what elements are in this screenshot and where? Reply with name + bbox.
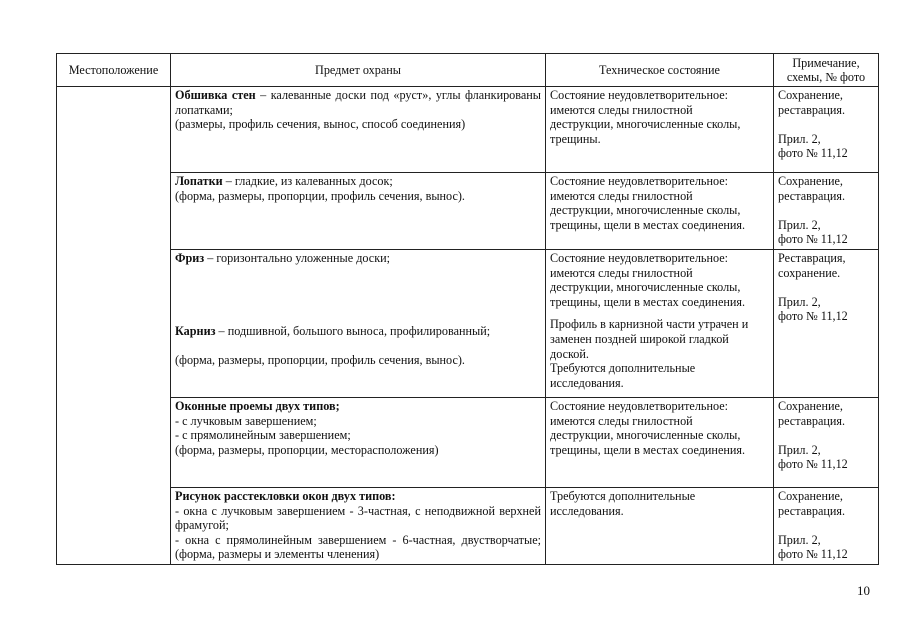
condition-cell [546, 173, 774, 250]
subject-line: (форма, размеры, пропорции, месторасположения) [175, 442, 439, 457]
condition-line: трещины, щели в местах соединения. [550, 294, 746, 309]
subject-title: Обшивка стен [175, 88, 256, 102]
subject-extra: (форма, размеры, пропорции, профиль сечения, вынос). [175, 353, 465, 368]
condition-line: деструкции, многочисленные сколы, [550, 280, 741, 295]
condition-cell [546, 249, 774, 397]
subject-text-cornice: – подшивной, большого выноса, профилированный; [215, 323, 491, 338]
condition-line: Профиль в карнизной части утрачен и [550, 317, 749, 332]
condition-line: доской. [550, 346, 589, 361]
header-location: Местоположение [57, 54, 171, 87]
subject-cell [171, 487, 546, 564]
note-line: реставрация. [778, 413, 846, 428]
header-notes-line1: Примечание, [792, 56, 860, 70]
header-condition: Техническое состояние [546, 54, 774, 87]
notes-cell [774, 397, 879, 487]
note-line: фото № 11,12 [778, 457, 848, 472]
condition-line: Состояние неудовлетворительное: [550, 398, 729, 413]
notes-cell [774, 487, 879, 564]
subject-extra: (размеры, профиль сечения, вынос, способ соединения) [175, 117, 466, 132]
condition-line: имеются следы гнилостной [550, 413, 693, 428]
condition-line: Состояние неудовлетворительное: [550, 88, 729, 102]
note-line: реставрация. [778, 503, 846, 518]
condition-line: имеются следы гнилостной [550, 102, 693, 117]
condition-line: деструкции, многочисленные сколы, [550, 117, 741, 132]
note-line: фото № 11,12 [778, 232, 848, 247]
note-line: Прил. 2, [778, 294, 821, 309]
condition-line: Требуются дополнительные [550, 361, 696, 376]
note-line: Прил. 2, [778, 532, 821, 547]
note-line: Прил. 2, [778, 131, 821, 146]
table-row [57, 249, 879, 397]
subject-text: – горизонтально уложенные доски; [204, 250, 391, 265]
notes-cell [774, 249, 879, 397]
location-cell [57, 87, 171, 565]
subject-title: Рисунок расстекловки окон двух типов: [175, 488, 396, 503]
note-line: Сохранение, [778, 488, 843, 503]
subject-line: - окна с лучковым завершением - 3-частная, с неподвижной верхней фрамугой; [175, 503, 541, 533]
condition-line: Требуются дополнительные [550, 488, 696, 503]
subject-title: Оконные проемы двух типов; [175, 398, 340, 413]
table-row [57, 487, 879, 564]
subject-title-cornice: Карниз [175, 323, 216, 338]
subject-text: – калеванные доски под «руст», углы фланкированы лопатками; [175, 88, 541, 117]
condition-line: трещины, щели в местах соединения. [550, 217, 746, 232]
notes-cell [774, 173, 879, 250]
condition-line: исследования. [550, 503, 624, 518]
note-line: фото № 11,12 [778, 146, 848, 161]
note-line: реставрация. [778, 188, 846, 203]
condition-line: имеются следы гнилостной [550, 188, 693, 203]
condition-cell [546, 87, 774, 173]
subject-cell [171, 397, 546, 487]
note-line: Реставрация, [778, 250, 846, 265]
subject-text: – гладкие, из калеванных досок; [222, 174, 393, 188]
note-line: Сохранение, [778, 398, 843, 413]
subject-cell [171, 87, 546, 173]
condition-line: исследования. [550, 375, 624, 390]
subject-extra: (форма, размеры, пропорции, профиль сечения, вынос). [175, 188, 465, 203]
condition-cell [546, 397, 774, 487]
condition-line: заменен поздней широкой гладкой [550, 331, 729, 346]
note-line: Сохранение, [778, 88, 843, 102]
subject-cell [171, 173, 546, 250]
note-line: фото № 11,12 [778, 309, 848, 324]
header-subject: Предмет охраны [171, 54, 546, 87]
subject-line-cornice [175, 324, 541, 339]
condition-line: Состояние неудовлетворительное: [550, 174, 729, 188]
protection-table [56, 53, 879, 565]
condition-line: деструкции, многочисленные сколы, [550, 428, 741, 443]
subject-line: - окна с прямолинейным завершением - 6-частная, двустворчатые; (форма, размеры и элементы членения) [175, 532, 541, 562]
condition-line: имеются следы гнилостной [550, 265, 693, 280]
condition-line: Состояние неудовлетворительное: [550, 250, 729, 265]
notes-cell [774, 87, 879, 173]
condition-line: трещины. [550, 131, 601, 146]
note-line: Сохранение, [778, 174, 843, 188]
note-line: Прил. 2, [778, 217, 821, 232]
condition-line: деструкции, многочисленные сколы, [550, 203, 741, 218]
note-line: сохранение. [778, 265, 841, 280]
note-line: реставрация. [778, 102, 846, 117]
page-number: 10 [857, 583, 870, 598]
subject-title: Лопатки [175, 174, 223, 188]
header-notes [774, 54, 879, 87]
table-row [57, 87, 879, 173]
subject-line: - с прямолинейным завершением; [175, 428, 351, 443]
subject-title: Фриз [175, 250, 205, 265]
header-notes-line2: схемы, № фото [786, 70, 866, 84]
subject-line: - с лучковым завершением; [175, 413, 317, 428]
subject-cell [171, 249, 546, 397]
table-header-row [57, 54, 879, 87]
condition-cell [546, 487, 774, 564]
table-row [57, 173, 879, 250]
condition-line: трещины, щели в местах соединения. [550, 442, 746, 457]
note-line: фото № 11,12 [778, 547, 848, 562]
note-line: Прил. 2, [778, 442, 821, 457]
table-row [57, 397, 879, 487]
